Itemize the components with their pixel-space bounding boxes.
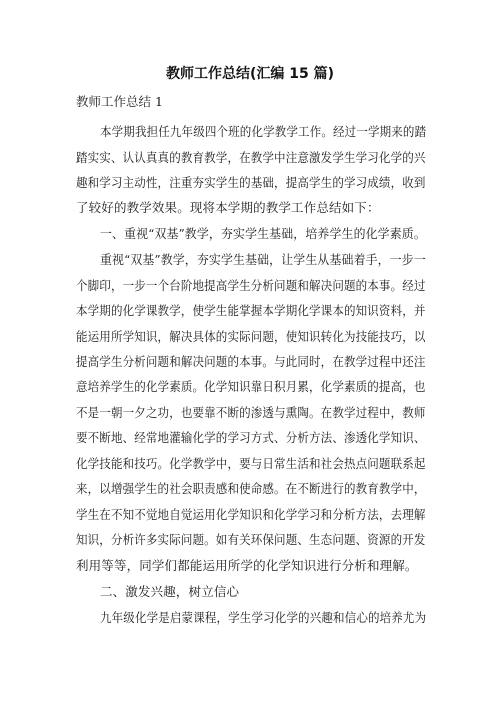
paragraph-line: 不是一朝一夕之功，也要靠不断的渗透与熏陶。在教学过程中，教师	[76, 405, 426, 420]
paragraph-line: 利用等等，同学们都能运用所学的化学知识进行分析和理解。	[76, 558, 418, 573]
section-heading: 二、激发兴趣，树立信心	[100, 584, 240, 599]
paragraph-line: 学生在不知不觉地自觉运用化学知识和化学学习和分析方法，去理解	[76, 507, 426, 522]
paragraph-line: 提高学生分析问题和解决问题的本事。与此同时，在教学过程中还注	[76, 354, 426, 369]
document-title: 教师工作总结(汇编 15 篇)	[165, 66, 335, 82]
paragraph-line: 要不断地、经常地灌输化学的学习方式、分析方法、渗透化学知识、	[76, 430, 426, 445]
section-heading: 一、重视“双基”教学，夯实学生基础，培养学生的化学素质。	[100, 226, 426, 241]
paragraph-line: 能运用所学知识，解决具体的实际问题，使知识转化为技能技巧，以	[76, 329, 426, 344]
paragraph-line: 踏实实、认认真真的教育教学，在教学中注意激发学生学习化学的兴	[76, 150, 426, 165]
paragraph-line: 知识，分析许多实际问题。如有关环保问题、生态问题、资源的开发	[76, 532, 426, 547]
paragraph-line: 趣和学习主动性，注重夯实学生的基础，提高学生的学习成绩，收到	[76, 175, 426, 190]
paragraph-line: 九年级化学是启蒙课程，学生学习化学的兴趣和信心的培养尤为	[100, 610, 427, 625]
paragraph-line: 意培养学生的化学素质。化学知识靠日积月累，化学素质的提高，也	[76, 379, 426, 394]
paragraph-line: 化学技能和技巧。化学教学中，要与日常生活和社会热点问题联系起	[76, 456, 426, 471]
paragraph-line: 了较好的教学效果。现将本学期的教学工作总结如下：	[76, 200, 380, 215]
paragraph-line: 本学期我担任九年级四个班的化学教学工作。经过一学期来的踏	[100, 124, 427, 139]
paragraph-line: 来，以增强学生的社会职责感和使命感。在不断进行的教育教学中，	[76, 481, 426, 496]
paragraph-line: 个脚印，一步一个台阶地提高学生分析问题和解决问题的本事。经过	[76, 278, 426, 293]
paragraph-line: 本学期的化学课教学，使学生能掌握本学期化学课本的知识资料，并	[76, 303, 426, 318]
section-subtitle: 教师工作总结 1	[76, 94, 163, 109]
paragraph-line: 重视“双基”教学，夯实学生基础，让学生从基础着手，一步一	[100, 252, 426, 267]
